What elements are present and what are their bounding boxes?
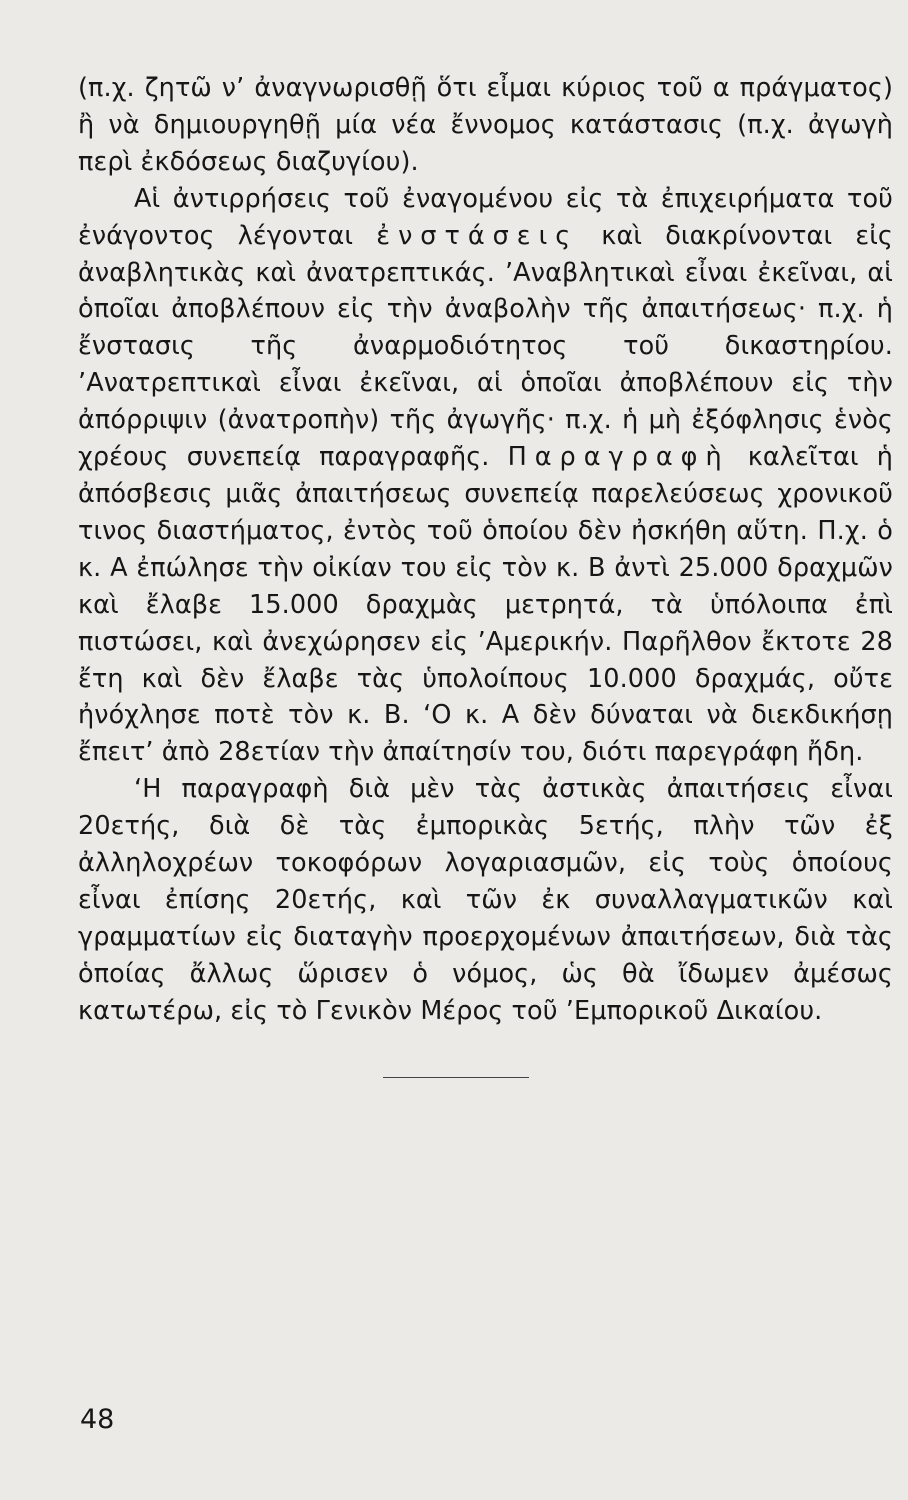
paragraph-2-part-1: Αἱ ἀντιρρήσεις τοῦ ἐναγομένου εἰς τὰ ἐπιχειρήματα τοῦ ἐνάγοντος λέγονται [78,183,893,251]
paragraph-2 [78,181,893,772]
paragraph-3: ‘Η παραγραφὴ διὰ μὲν τὰς ἀστικὰς ἀπαιτήσεις εἶναι 20ετής, διὰ δὲ τὰς ἐμπορικὰς 5ετής, πλὴν τῶν ἐξ ἀλληλοχρέων τοκοφόρων λογαριασμῶν, εἰς τοὺς ὁποίους εἶναι ἐπίσης 20ετής, καὶ τῶν ἐκ συναλλαγματικῶν καὶ γραμματίων εἰς διαταγὴν προερχομένων ἀπαιτήσεων, διὰ τὰς ὁποίας ἄλλως ὥρισεν ὁ νόμος, ὡς θὰ ἴδωμεν ἀμέσως κατωτέρω, εἰς τὸ Γενικὸν Μέρος τοῦ ’Εμπορικοῦ Δικαίου. [78,774,893,1026]
section-end-rule [383,1077,529,1078]
paragraph-2-part-2: καὶ διακρίνονται εἰς ἀναβλητικὰς καὶ ἀνατρεπτικάς. ’Αναβλητικαὶ εἶναι ἐκεῖναι, αἱ ὁποῖαι ἀποβλέπουν εἰς τὴν ἀναβολὴν τῆς ἀπαιτήσεως· π.χ. ἡ ἔνστασις τῆς ἀναρμοδιότητος τοῦ δικαστηρίου. ’Ανατρεπτικαὶ εἶναι ἐκεῖναι, αἱ ὁποῖαι ἀποβλέπουν εἰς τὴν ἀπόρριψιν (ἀνατροπὴν) τῆς ἀγωγῆς· π.χ. ἡ μὴ ἐξόφλησις ἑνὸς χρέους συνεπείᾳ παραγραφῆς. [78,220,893,473]
paragraph-2-part-3: καλεῖται ἡ ἀπόσβεσις μιᾶς ἀπαιτήσεως συνεπείᾳ παρελεύσεως χρονικοῦ τινος διαστήματος, ἐντὸς τοῦ ὁποίου δὲν ἠσκήθη αὕτη. Π.χ. ὁ κ. Α ἐπώλησε τὴν οἰκίαν του εἰς τὸν κ. Β ἀντὶ 25.000 δραχμῶν καὶ ἔλαβε 15.000 δραχμὰς μετρητά, τὰ ὑπόλοιπα ἐπὶ πιστώσει, καὶ ἀνεχώρησεν εἰς ’Αμερικήν. Παρῆλθον ἔκτοτε 28 ἔτη καὶ δὲν ἔλαβε τὰς ὑπολοίπους 10.000 δραχμάς, οὔτε ἠνόχλησε ποτὲ τὸν κ. Β. ‘Ο κ. Α δὲν δύναται νὰ διεκδικήσῃ ἔπειτ’ ἀπὸ 28ετίαν τὴν ἀπαίτησίν του, διότι παρεγράφη ἤδη. [78,442,893,768]
term-enstaseis: ἐνστάσεις [376,220,579,251]
body-text [78,70,893,1030]
term-paragrafi: Παραγραφὴ [507,442,730,473]
paragraph-1: (π.χ. ζητῶ ν’ ἀναγνωρισθῇ ὅτι εἶμαι κύριος τοῦ α πράγματος) ἢ νὰ δημιουργηθῇ μία νέα ἔννομος κατάστασις (π.χ. ἀγωγὴ περὶ ἐκδόσεως διαζυγίου). [78,73,893,177]
page-number: 48 [80,1404,115,1435]
